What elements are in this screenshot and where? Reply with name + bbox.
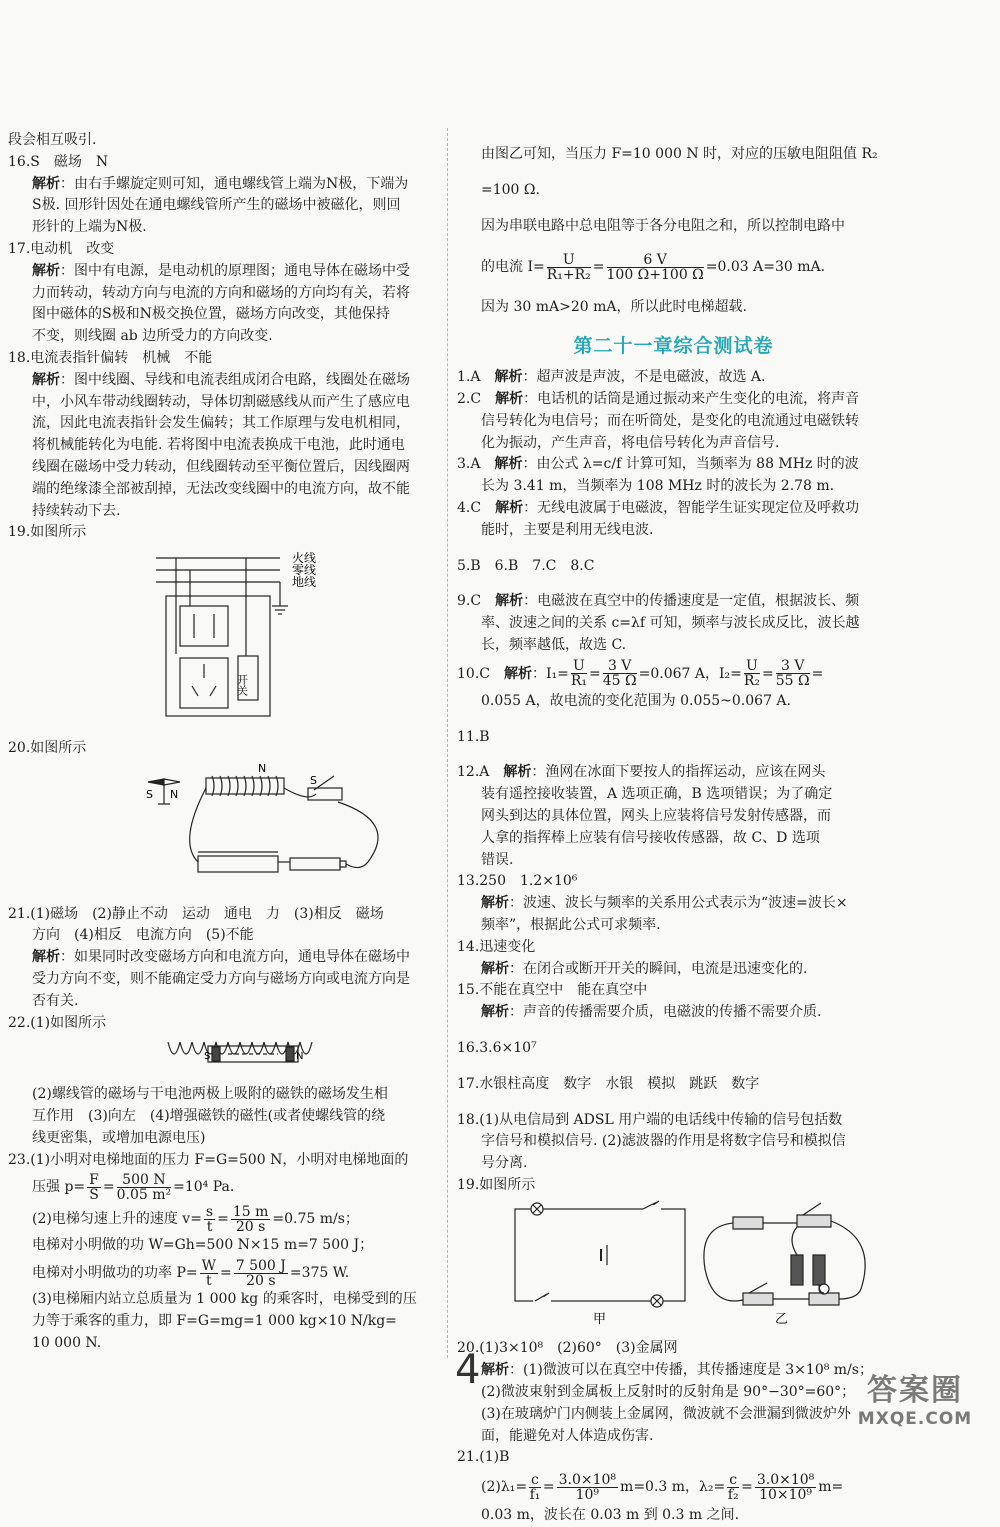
watermark-logo	[835, 1372, 995, 1434]
figure-yi-label: 乙	[775, 1311, 789, 1327]
answer-r4: 4.C 解析：无线电波属于电磁波，智能学生证实现定位及呼救功 能时，主要是利用无线电波.	[457, 499, 860, 538]
answer-r2: 2.C 解析：电话机的话筒是通过振动来产生变化的电流，将声音 信号转化为电信号；而在听筒处，是变化的电流通过电磁铁转 化为振动，产生声音，将电信号转化为声音信号.	[457, 390, 860, 451]
doorbell-circuit-svg	[457, 1199, 890, 1327]
answer-23: 23.(1)小明对电梯地面的压力 F=G=500 N，小明对电梯地面的 压强 p= $\frac{F}{S}$ = $\frac{500 N}{\text{0.05 m²}}$ =10⁴ Pa. (2)电梯匀速上升的速度 v= $\frac{s}{t}$ = $\frac{15 m}{20 s}$ =0.75 m/s； 电梯对小明做的功 W=Gh=500 N×15 m=7 500 J； 电梯对小明做功的功率 P= $\frac{W}{t}$ = $\frac{7 500 J}{20 s}$ =375 W. (3)电梯厢内站立总质量为 1 000 kg 的乘客时，电梯受到的压 力等于乘客的重力，即 F=G=mg=1 000 kg×10 N/kg= 10 000 N.	[8, 1150, 438, 1355]
answer-r1: 1.A 解析：超声波是声波，不是电磁波，故选 A.	[457, 369, 766, 386]
answer-r16: 16.3.6×10⁷	[457, 1039, 537, 1056]
coil-north-label: N	[258, 761, 267, 775]
answer-r5-8: 5.B 6.B 7.C 8.C	[457, 557, 595, 574]
figure-jia-label: 甲	[593, 1311, 607, 1327]
wiring-diagram-svg	[8, 546, 438, 726]
electromagnet-circuit-svg	[8, 762, 438, 892]
answer-r14: 14.迅速变化 解析：在闭合或断开开关的瞬间，电流是迅速变化的.	[457, 938, 808, 977]
answer-r3: 3.A 解析：由公式 λ=c/f 计算可知，当频率为 88 MHz 时的波 长为 3.41 m，当频率为 108 MHz 时的波长为 2.78 m.	[457, 456, 859, 495]
answer-17: 17.电动机 改变 解析：图中有电源，是电动机的原理图；通电导体在磁场中受 力而转动，转动方向与电流的方向和磁场的方向均有关，若将 图中磁体的S极和N极交换位置，磁场方向改变，其他保持 不变，则线圈 ab 边所受力的方向改变.	[8, 240, 410, 345]
wavelength-formula: (2)λ₁= $\frac{c}{\text{f₁}}$ = $\frac{\text{3.0×10⁸}}{\text{10⁹}}$ m=0.3 m，λ₂= $\frac{c}{\text{f₂}}$ = $\frac{\text{3.0×10⁸}}{\text{10×10⁹}}$ m=	[481, 1471, 844, 1503]
q15-continuation: 段会相互吸引.	[8, 132, 97, 148]
chapter-title: 第二十一章综合测试卷	[573, 335, 774, 358]
answer-22: 22.(1)如图所示 S N (2)螺线管的磁场与干电池两极上吸附的磁铁的磁场发生相 互作用 (3)向左 (4)增强磁铁的磁性(或者使螺线管的绕 线更密集，或增加电源电压)	[8, 1013, 438, 1150]
answer-r20: 20.(1)3×10⁸ (2)60° (3)金属网 解析：(1)微波可以在真空中传播，其传播速度是 3×10⁸ m/s； (2)微波束射到金属板上反射时的反射角是 90°−30°=60°； (3)在玻璃炉门内侧装上金属网，微波就不会泄漏到微波炉外 面，能避免对人体造成伤害.	[457, 1340, 873, 1444]
compass-n-label: N	[170, 787, 179, 801]
coil-s-label: S	[204, 1051, 211, 1063]
neutral-wire-label: 零线	[292, 563, 317, 578]
live-wire-label: 火线	[292, 551, 317, 566]
current-formula: 的电流 I= $\frac{U}{\text{R₁+R₂}}$ = $\frac{6 V}{100 \Omega+100 \Omega}$ =0.03 A=30 mA.	[481, 251, 826, 283]
answer-18: 18.电流表指针偏转 机械 不能 解析：图中线圈、导线和电流表组成闭合电路，线圈处在磁场 中，小风车带动线圈转动，导体切割磁感线从而产生了感应电 流，因此电流表指针会发生偏转；其工作原理与发电机相同， 将机械能转化为电能. 若将图中电流表换成干电池，此时通电 线圈在磁场中受力转动，但线圈转动至平衡位置后，因线圈两 端的绝缘漆全部被刮掉，无法改变线圈中的电流方向，故不能 持续转动下去.	[8, 349, 410, 519]
coil-n-label: N	[296, 1051, 304, 1063]
answer-r10: 10.C 解析：I₁= $\frac{U}{\text{R₁}}$ = $\frac{3 V}{45 \Omega}$ =0.067 A，I₂= $\frac{U}{\text{R₂}}$ = $\frac{3 V}{55 \Omega}$ = 0.055 A，故电流的变化范围为 0.055~0.067 A.	[457, 658, 824, 709]
battery-magnet-coil-diagram	[8, 1036, 438, 1080]
ground-wire-label: 地线	[292, 575, 317, 590]
answer-r12: 12.A 解析：渔网在冰面下要按人的指挥运动，应该在网头 装有遥控接收装置，A 选项正确，B 选项错误；为了确定 网头到达的具体位置，网头上应装将信号发射传感器，而 人拿的指挥棒上应装有信号接收传感器，故 C、D 选项 错误.	[457, 764, 833, 868]
answer-19: 19.如图所示 火线 零线 地线 开关	[8, 522, 438, 734]
left-column	[8, 130, 438, 1354]
compass-s-label: S	[146, 787, 153, 801]
right-column: 由图乙可知，当压力 F=10 000 N 时，对应的压敏电阻阻值 R₂ =100 Ω. 因为串联电路中总电阻等于各分电阻之和，所以控制电路中 的电流 I= $\frac{U}{\text{R₁+R₂}}$ = $\frac{6 V}{100 \Omega+100 \Omega}$ =0.03 A=30 mA. 因为 30 mA>20 mA，所以此时电梯超载. 第二十一章综合测试卷 1.A 解析：超声波是声波，不是电磁波，故选 A. 2.C 解析：电话机的话筒是通过振动来产生变化的电流，将声音 信号转化为电信号；而在听筒处，是变化的电流通过电磁铁转 化为振动，产生声音，将电信号转化为声音信号. 3.A 解析：由公式 λ=c/f 计算可知，当频率为 88 MHz 时的波 长为 3.41 m，当频率为 108 MHz 时的波长为 2.78 m. 4.C 解析：无线电波属于电磁波，智能学生证实现定位及呼救功 能时，主要是利用无线电波. 5.B 6.B 7.C 8.C 9.C 解析：电磁波在真空中的传播速度是一定值，根据波长、频 率、波速之间的关系 c=λf 可知，频率与波长成反比，波长越 长，频率越低，故选 C. 10.C 解析：I₁= $\frac{U}{\text{R₁}}$ = $\frac{3 V}{45 \Omega}$ =0.067 A，I₂= $\frac{U}{\text{R₂}}$ = $\frac{3 V}{55 \Omega}$ = 0.055 A，故电流的变化范围为 0.055~0.067 A. 11.B 12.A 解析：渔网在冰面下要按人的指挥运动，应该在网头 装有遥控接收装置，A 选项正确，B 选项错误；为了确定 网头到达的具体位置，网头上应装将信号发射传感器，而 人拿的指挥棒上应装有信号接收传感器，故 C、D 选项 错误. 13.250 1.2×10⁶ 解析：波速、波长与频率的关系用公式表示为“波速=波长× 频率”，根据此公式可求频率. 14.迅速变化 解析：在闭合或断开开关的瞬间，电流是迅速变化的. 15.不能在真空中 能在真空中 解析：声音的传播需要介质，电磁波的传播不需要介质. 16.3.6×10⁷ 17.水银柱高度 数字 水银 模拟 跳跃 数字 18.(1)从电信局到 ADSL 用户端的电话线中传输的信号包括数 字信号和模拟信号. (2)滤波器的作用是将数字信号和模拟信 号分离. 19.如图所示 甲 乙 20.(1)3×10⁸ (2)60° (3)金属网 解析：(1)微波可以在真空中传播，其传播速度是 3×10⁸ m/s； (2)微波束射到金属板上反射时的反射角是 90°−30°=60°； (3)在玻璃炉门内侧装上金属网，微波就不会泄漏到微波炉外 面，能避免对人体造成伤害. 21.(1)B (2)λ₁= $\frac{c}{\text{f₁}}$ = $\frac{\text{3.0×10⁸}}{\text{10⁹}}$ m=0.3 m，λ₂= $\frac{c}{\text{f₂}}$ = $\frac{\text{3.0×10⁸}}{\text{10×10⁹}}$ m= 0.03 m，波长在 0.03 m 到 0.3 m 之间.	[457, 130, 890, 1527]
answer-r21: 21.(1)B (2)λ₁= $\frac{c}{\text{f₁}}$ = $\frac{\text{3.0×10⁸}}{\text{10⁹}}$ m=0.3 m，λ₂= $\frac{c}{\text{f₂}}$ = $\frac{\text{3.0×10⁸}}{\text{10×10⁹}}$ m= 0.03 m，波长在 0.03 m 到 0.3 m 之间.	[457, 1447, 890, 1527]
answer-21: 21.(1)磁场 (2)静止不动 运动 通电 力 (3)相反 磁场 方向 (4)相反 电流方向 (5)不能 解析：如果同时改变磁场方向和电流方向，通电导体在磁场中 受力方向不变，则不能确定受力方向与磁场方向或电流方向是 否有关.	[8, 905, 410, 1009]
answer-r18: 18.(1)从电信局到 ADSL 用户端的电话线中传输的信号包括数 字信号和模拟信号. (2)滤波器的作用是将数字信号和模拟信 号分离.	[457, 1111, 846, 1172]
answer-r11: 11.B	[457, 728, 490, 745]
answer-r9: 9.C 解析：电磁波在真空中的传播速度是一定值，根据波长、频 率、波速之间的关系 c=λf 可知，频率与波长成反比，波长越 长，频率越低，故选 C.	[457, 593, 860, 653]
answer-r13: 13.250 1.2×10⁶ 解析：波速、波长与频率的关系用公式表示为“波速=波长× 频率”，根据此公式可求频率.	[457, 873, 848, 933]
column-divider	[447, 128, 448, 1358]
watermark-text-bottom: MXQE.COM	[857, 1409, 973, 1429]
wiring-diagram	[8, 546, 438, 734]
switch-s-label: S	[310, 773, 317, 787]
speed-formula: (2)电梯匀速上升的速度 v= $\frac{s}{t}$ = $\frac{15 m}{20 s}$ =0.75 m/s；	[32, 1203, 359, 1235]
answer-r15: 15.不能在真空中 能在真空中 解析：声音的传播需要介质，电磁波的传播不需要介质.	[457, 982, 822, 1021]
battery-coil-svg	[8, 1036, 438, 1072]
pressure-formula: 压强 p= $\frac{F}{S}$ = $\frac{500 N}{\text{0.05 m²}}$ =10⁴ Pa.	[32, 1171, 235, 1203]
switch-label: 开关	[235, 674, 249, 697]
page-number: 4	[455, 1347, 481, 1393]
answer-20: 20.如图所示 N S S N	[8, 738, 438, 900]
answer-r17: 17.水银柱高度 数字 水银 模拟 跳跃 数字	[457, 1075, 760, 1092]
electromagnet-circuit-diagram	[8, 762, 438, 900]
answer-r19: 19.如图所示 甲 乙	[457, 1175, 890, 1335]
doorbell-circuit-diagram	[457, 1199, 890, 1335]
watermark-text-top: 答案圈	[867, 1373, 963, 1408]
answer-16: 16.S 磁场 N 解析：由右手螺旋定则可知，通电螺线管上端为N极，下端为 S极. 回形针因处在通电螺线管所产生的磁场中被磁化，则回 形针的上端为N极.	[8, 153, 409, 236]
power-formula: 电梯对小明做功的功率 P= $\frac{W}{t}$ = $\frac{7 500 J}{20 s}$ =375 W.	[32, 1257, 350, 1289]
